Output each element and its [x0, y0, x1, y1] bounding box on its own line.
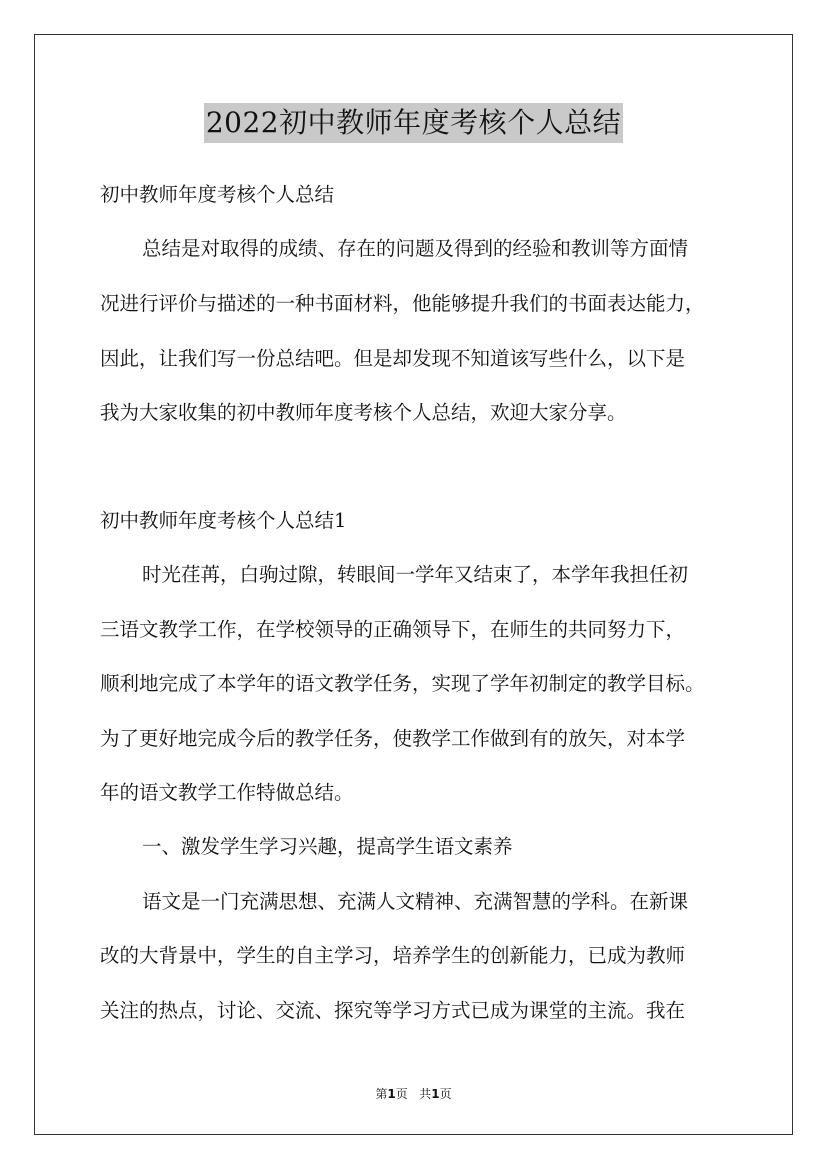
subsection-heading: 一、激发学生学习兴趣，提高学生语文素养 — [142, 835, 513, 858]
paragraph-line: 顺利地完成了本学年的语文教学任务，实现了学年初制定的教学目标。 — [100, 672, 705, 695]
paragraph-line: 语文是一门充满思想、充满人文精神、充满智慧的学科。在新课 — [142, 890, 689, 913]
page-footer — [0, 1085, 827, 1102]
section-heading: 初中教师年度考核个人总结1 — [100, 509, 347, 532]
document-title: 2022初中教师年度考核个人总结 — [204, 103, 623, 143]
paragraph-line: 改的大背景中，学生的自主学习，培养学生的创新能力，已成为教师 — [100, 944, 686, 967]
paragraph-line: 况进行评价与描述的一种书面材料，他能够提升我们的书面表达能力， — [100, 292, 705, 315]
total-prefix: 共 — [419, 1087, 432, 1101]
paragraph-line: 因此，让我们写一份总结吧。但是却发现不知道该写些什么，以下是 — [100, 347, 686, 370]
section-heading: 初中教师年度考核个人总结 — [100, 183, 335, 206]
page-number: 1 — [387, 1087, 396, 1101]
paragraph-line: 三语文教学工作，在学校领导的正确领导下，在师生的共同努力下， — [100, 618, 686, 641]
page-unit: 页 — [395, 1087, 408, 1101]
paragraph-line: 关注的热点，讨论、交流、探究等学习方式已成为课堂的主流。我在 — [100, 999, 686, 1022]
paragraph-line: 总结是对取得的成绩、存在的问题及得到的经验和教训等方面情 — [142, 237, 689, 260]
title-container — [0, 103, 827, 143]
page-prefix: 第 — [375, 1087, 388, 1101]
paragraph-line: 为了更好地完成今后的教学任务，使教学工作做到有的放矢，对本学 — [100, 727, 686, 750]
paragraph-line: 时光荏苒，白驹过隙，转眼间一学年又结束了，本学年我担任初 — [142, 563, 689, 586]
paragraph-line: 我为大家收集的初中教师年度考核个人总结，欢迎大家分享。 — [100, 401, 627, 424]
total-pages: 1 — [431, 1087, 440, 1101]
total-unit: 页 — [439, 1087, 452, 1101]
paragraph-line: 年的语文教学工作特做总结。 — [100, 781, 354, 804]
